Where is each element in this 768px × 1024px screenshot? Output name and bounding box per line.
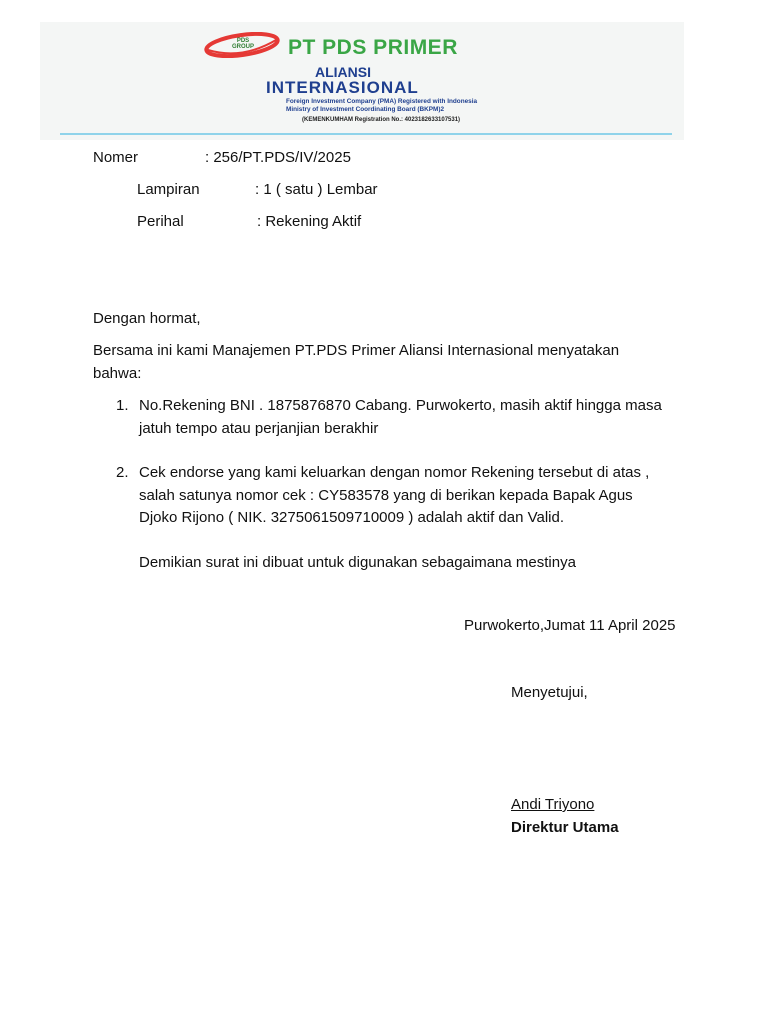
company-subtitle-2: INTERNASIONAL (266, 78, 419, 97)
list-item-2-line-1: Cek endorse yang kami keluarkan dengan nomor Rekening tersebut di atas , (139, 464, 650, 481)
perihal-label: Perihal (137, 213, 184, 230)
nomer-value: : 256/PT.PDS/IV/2025 (205, 149, 351, 166)
company-info-line-3: (KEMENKUMHAM Registration No.: 4023182633107531) (302, 117, 461, 123)
company-subtitle-1: ALIANSI (315, 64, 371, 80)
place-and-date: Purwokerto,Jumat 11 April 2025 (464, 617, 676, 634)
company-info-line-1: Foreign Investment Company (PMA) Registered with Indonesia (286, 98, 478, 105)
greeting: Dengan hormat, (93, 310, 201, 327)
intro-line-1: Bersama ini kami Manajemen PT.PDS Primer Aliansi Internasional menyatakan (93, 342, 620, 359)
list-item-number: 1. (116, 397, 129, 414)
list-item-1-line-2: jatuh tempo atau perjanjian berakhir (139, 420, 379, 437)
header-divider (60, 133, 672, 135)
list-item-2-line-2: salah satunya nomor cek : CY583578 yang di berikan kepada Bapak Agus (139, 487, 633, 504)
signatory-name: Andi Triyono (511, 796, 595, 813)
intro-line-2: bahwa: (93, 365, 142, 382)
perihal-value: : Rekening Aktif (257, 213, 362, 230)
closing-statement: Demikian surat ini dibuat untuk digunakan sebagaimana mestinya (139, 554, 576, 571)
list-item-2-line-3: Djoko Rijono ( NIK. 3275061509710009 ) adalah aktif dan Valid. (139, 509, 565, 526)
approval-label: Menyetujui, (511, 684, 588, 701)
company-name: PT PDS PRIMER (288, 36, 458, 59)
logo-label: PDS GROUP (231, 38, 254, 50)
letterhead (40, 22, 684, 140)
nomer-label: Nomer (93, 149, 139, 166)
list-item-1-line-1: No.Rekening BNI . 1875876870 Cabang. Purwokerto, masih aktif hingga masa (139, 397, 662, 414)
list-item-number: 2. (116, 464, 129, 481)
company-info-line-2: Ministry of Investment Coordinating Board (BKPM)2 (286, 106, 444, 113)
lampiran-label: Lampiran (137, 181, 200, 198)
lampiran-value: : 1 ( satu ) Lembar (255, 181, 378, 198)
signatory-title: Direktur Utama (511, 819, 619, 836)
